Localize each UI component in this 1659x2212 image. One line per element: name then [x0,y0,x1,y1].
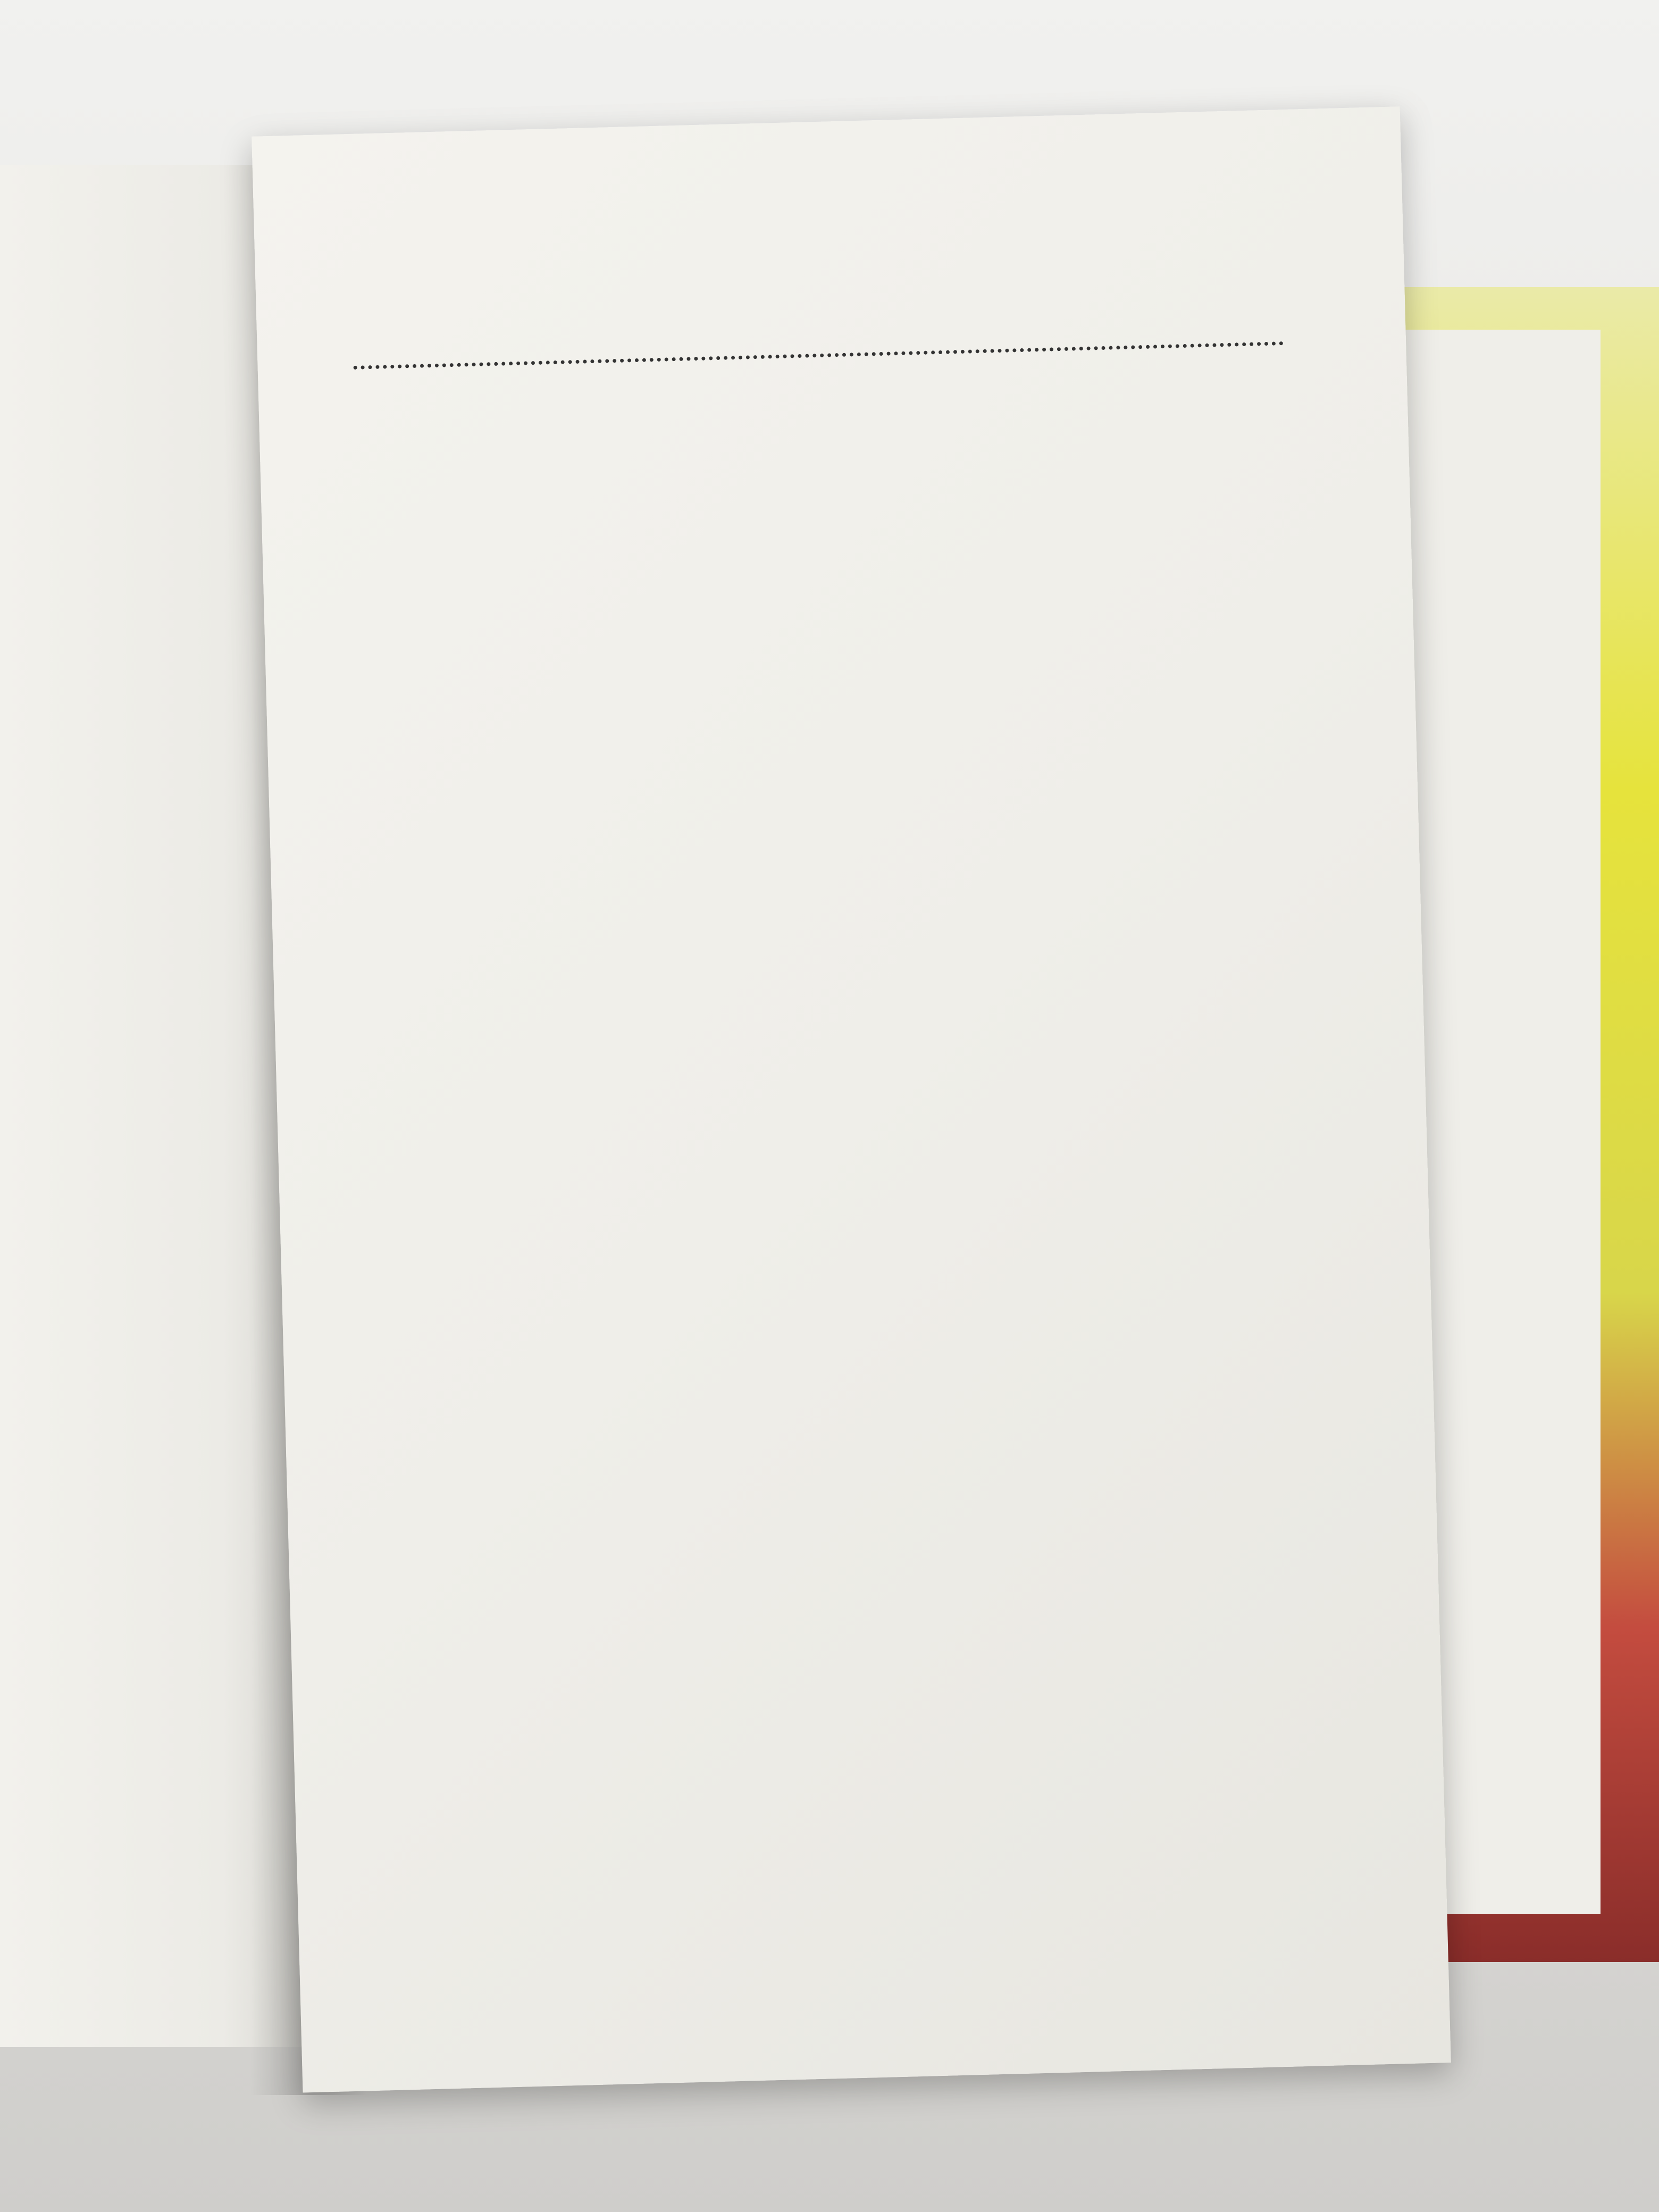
underlying-digit [1430,633,1462,666]
underlying-digit [1430,567,1462,600]
underlying-page-digits [1430,468,1462,732]
right-page [252,106,1451,2092]
section-page-number [1289,350,1347,351]
leader-dots [354,341,1284,370]
underlying-digit [1430,468,1462,501]
underlying-digit [1430,666,1462,699]
underlying-digit [1430,699,1462,732]
section-heading [353,305,1348,376]
underlying-digit [1430,534,1462,567]
underlying-digit [1430,501,1462,534]
table-of-contents [352,294,1347,376]
underlying-digit [1430,600,1462,633]
